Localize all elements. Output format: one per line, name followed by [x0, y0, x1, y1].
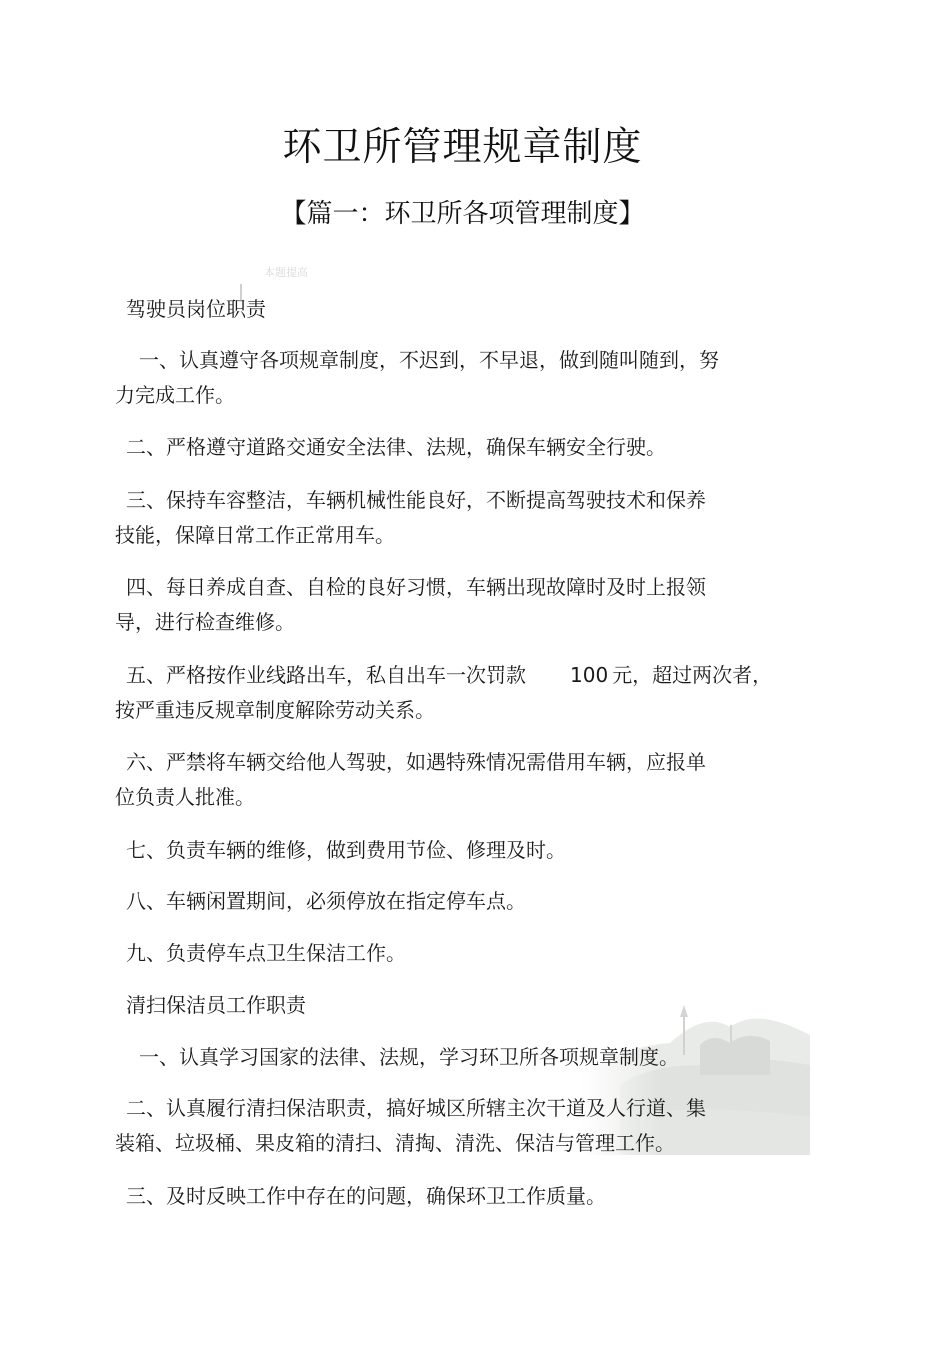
driver-item-4-line2: 导，进行检查维修。 — [115, 610, 295, 634]
driver-item-3-line2: 技能，保障日常工作正常用车。 — [115, 523, 395, 547]
driver-item-5-text-b: 元，超过两次者， — [612, 663, 773, 687]
driver-item-6-line1: 六、严禁将车辆交给他人驾驶，如遇特殊情况需借用车辆，应报单 — [126, 750, 706, 774]
cleaner-item-1-line1: 一、认真学习国家的法律、法规，学习环卫所各项规章制度。 — [139, 1045, 679, 1069]
cleaner-item-2-line2: 装箱、垃圾桶、果皮箱的清扫、清掏、清洗、保洁与管理工作。 — [115, 1131, 675, 1155]
page-title: 环卫所管理规章制度 — [282, 125, 643, 170]
cleaner-item-2-line1: 二、认真履行清扫保洁职责，搞好城区所辖主次干道及人行道、集 — [126, 1096, 706, 1120]
driver-item-5-line2: 按严重违反规章制度解除劳动关系。 — [115, 698, 435, 722]
driver-item-3-line1: 三、保持车容整洁，车辆机械性能良好，不断提高驾驶技术和保养 — [126, 488, 706, 512]
driver-item-1-line1: 一、认真遵守各项规章制度，不迟到，不早退，做到随叫随到，努 — [139, 348, 719, 372]
driver-item-7-line1: 七、负责车辆的维修，做到费用节俭、修理及时。 — [126, 838, 566, 862]
driver-item-1-line2: 力完成工作。 — [115, 383, 235, 407]
driver-item-5-fine-amount: 100 — [570, 663, 609, 687]
driver-item-2-line1: 二、严格遵守道路交通安全法律、法规，确保车辆安全行驶。 — [126, 435, 666, 459]
section-heading-driver: 驾驶员岗位职责 — [126, 297, 266, 321]
driver-item-4-line1: 四、每日养成自查、自检的良好习惯，车辆出现故障时及时上报领 — [126, 575, 706, 599]
driver-item-5-line1 — [115, 662, 772, 688]
driver-item-5-text-a: 五、严格按作业线路出车，私自出车一次罚款 — [126, 663, 526, 687]
cleaner-item-3-line1: 三、及时反映工作中存在的问题，确保环卫工作质量。 — [126, 1184, 606, 1208]
section-heading-cleaner: 清扫保洁员工作职责 — [126, 993, 306, 1017]
driver-item-8-line1: 八、车辆闲置期间，必须停放在指定停车点。 — [126, 889, 526, 913]
page-subtitle: 【篇一：环卫所各项管理制度】 — [280, 199, 645, 229]
driver-item-9-line1: 九、负责停车点卫生保洁工作。 — [126, 941, 406, 965]
faint-mark-text: 本题提高 — [264, 266, 308, 279]
driver-item-6-line2: 位负责人批准。 — [115, 785, 255, 809]
